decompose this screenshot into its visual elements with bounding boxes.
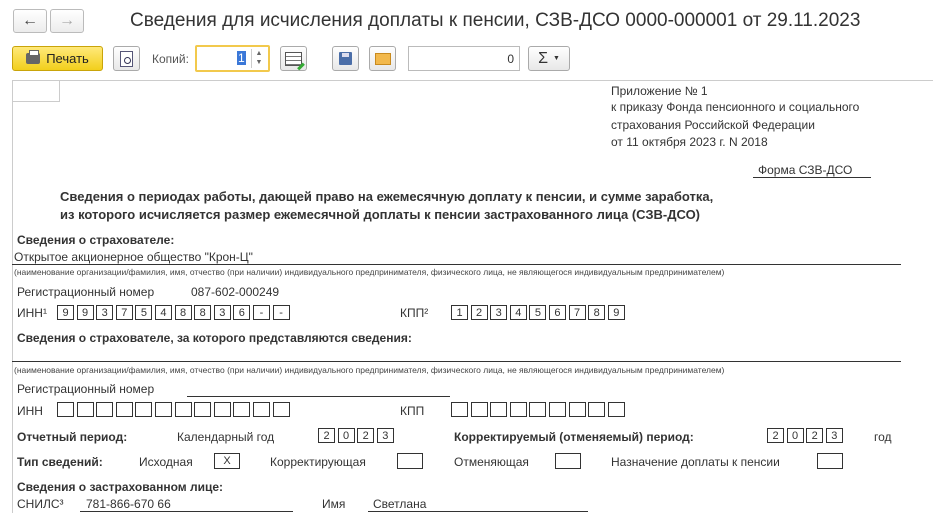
appendix-line-4: от 11 октября 2023 г. N 2018: [611, 135, 768, 149]
inn-cell: 8: [175, 305, 192, 320]
name-hint: (наименование организации/фамилия, имя, отчество (при наличии) индивидуального предпринимателя, физического лица, не являющегося индивидуальным предпринимателем): [14, 267, 725, 277]
email-button[interactable]: [369, 46, 396, 71]
inn-cell: -: [273, 305, 290, 320]
type-initial-label: Исходная: [139, 455, 193, 469]
inn2-label: ИНН: [17, 404, 43, 418]
inn-label: ИНН¹: [17, 306, 47, 320]
corr-year-cell: 2: [767, 428, 784, 443]
type-label: Тип сведений:: [17, 455, 103, 469]
inn-cell: 6: [233, 305, 250, 320]
kpp2-cell: [490, 402, 507, 417]
reg2-label: Регистрационный номер: [17, 382, 155, 396]
form-name: Форма СЗВ-ДСО: [758, 163, 853, 177]
doc-heading-2: из которого исчисляется размер ежемесячной доплаты к пенсии застрахованного лица (СЗВ-ДСО): [60, 207, 701, 222]
kpp2-cell: [529, 402, 546, 417]
edit-button[interactable]: [280, 46, 307, 71]
edit-table-icon: [285, 52, 302, 66]
inn2-cell: [175, 402, 192, 417]
kpp2-cell: [451, 402, 468, 417]
kpp-cell: 9: [608, 305, 625, 320]
arrow-right-icon: →: [59, 12, 75, 29]
sum-dropdown-button[interactable]: [528, 46, 570, 71]
preview-button[interactable]: [113, 46, 140, 71]
year-cell: 2: [357, 428, 374, 443]
insurer2-name-line: [12, 361, 901, 362]
kpp-cells: [451, 305, 627, 320]
calendar-year-label: Календарный год: [177, 430, 275, 444]
sigma-icon: Σ: [538, 49, 548, 67]
appendix-line-1: Приложение № 1: [611, 84, 708, 98]
inn-cell: 9: [57, 305, 74, 320]
inn-cell: 7: [116, 305, 133, 320]
appendix-line-2: к приказу Фонда пенсионного и социального: [611, 100, 860, 114]
corr-year-cell: 3: [826, 428, 843, 443]
year-cells: [318, 428, 396, 443]
inn2-cell: [214, 402, 231, 417]
inn2-cell: [155, 402, 172, 417]
window-title: Сведения для исчисления доплаты к пенсии, СЗВ-ДСО 0000-000001 от 29.11.2023: [130, 10, 861, 31]
insurer-header: Сведения о страхователе:: [17, 233, 175, 247]
inn2-cell: [135, 402, 152, 417]
reg-label: Регистрационный номер: [17, 285, 155, 299]
kpp2-cell: [510, 402, 527, 417]
inn-cell: 4: [155, 305, 172, 320]
appendix-line-3: страхования Российской Федерации: [611, 118, 815, 132]
insurer2-header: Сведения о страхователе, за которого представляются сведения:: [17, 331, 412, 345]
inn-cell: 3: [96, 305, 113, 320]
type-assign-box: [817, 453, 843, 469]
doc-heading-1: Сведения о периодах работы, дающей право на ежемесячную доплату к пенсии, и сумме заработка,: [60, 189, 714, 204]
name-value: Светлана: [373, 497, 427, 511]
type-cancel-label: Отменяющая: [454, 455, 529, 469]
preview-icon: [120, 51, 133, 67]
name-label: Имя: [322, 497, 346, 511]
forward-button[interactable]: [50, 9, 84, 33]
kpp2-label: КПП: [400, 404, 425, 418]
inn-cell: -: [253, 305, 270, 320]
inn-cell: 8: [194, 305, 211, 320]
period-label: Отчетный период:: [17, 430, 128, 444]
inn2-cell: [233, 402, 250, 417]
corr-period-label: Корректируемый (отменяемый) период:: [454, 430, 694, 444]
printer-icon: [26, 53, 40, 64]
year-cell: 2: [318, 428, 335, 443]
type-corrective-label: Корректирующая: [270, 455, 366, 469]
kpp2-cell: [588, 402, 605, 417]
kpp-label: КПП²: [400, 306, 429, 320]
sum-field[interactable]: [408, 46, 520, 71]
kpp2-cells: [451, 402, 627, 417]
insurer-name-line: [12, 264, 901, 265]
inn-cells: [57, 305, 292, 320]
kpp2-cell: [569, 402, 586, 417]
inn2-cell: [253, 402, 270, 417]
print-button[interactable]: [12, 46, 103, 71]
kpp-cell: 6: [549, 305, 566, 320]
kpp-cell: 2: [471, 305, 488, 320]
inn2-cell: [57, 402, 74, 417]
inn2-cell: [194, 402, 211, 417]
back-button[interactable]: [13, 9, 47, 33]
type-cancel-box: [555, 453, 581, 469]
inn-cell: 5: [135, 305, 152, 320]
year-cell: 3: [377, 428, 394, 443]
kpp-cell: 4: [510, 305, 527, 320]
year-suffix: год: [874, 430, 892, 444]
save-button[interactable]: [332, 46, 359, 71]
inn2-cells: [57, 402, 292, 417]
kpp-cell: 5: [529, 305, 546, 320]
type-corrective-box: [397, 453, 423, 469]
year-cell: 0: [338, 428, 355, 443]
snils-value: 781-866-670 66: [86, 497, 171, 511]
chevron-down-icon: ▼: [552, 55, 560, 62]
inn2-cell: [77, 402, 94, 417]
reg-value: 087-602-000249: [191, 285, 280, 299]
arrow-left-icon: ←: [22, 12, 38, 29]
copies-label: Копий:: [152, 52, 189, 66]
kpp-cell: 8: [588, 305, 605, 320]
copies-spinner[interactable]: ▲ ▼: [251, 49, 266, 68]
floppy-icon: [339, 52, 352, 65]
corner-cell: [12, 80, 60, 102]
print-label: Печать: [46, 51, 89, 66]
corr-year-cell: 0: [787, 428, 804, 443]
snils-label: СНИЛС³: [17, 497, 64, 511]
corr-year-cell: 2: [806, 428, 823, 443]
name-hint-2: (наименование организации/фамилия, имя, отчество (при наличии) индивидуального предпринимателя, физического лица, не являющегося индивидуальным предпринимателем): [14, 365, 725, 375]
reg2-value-line: [187, 396, 450, 397]
kpp2-cell: [549, 402, 566, 417]
insurer-name: Открытое акционерное общество "Крон-Ц": [14, 250, 253, 264]
inn-cell: 3: [214, 305, 231, 320]
kpp-cell: 7: [569, 305, 586, 320]
kpp2-cell: [471, 402, 488, 417]
kpp2-cell: [608, 402, 625, 417]
envelope-icon: [375, 53, 391, 65]
copies-input[interactable]: [195, 45, 270, 72]
kpp-cell: 3: [490, 305, 507, 320]
corr-year-cells: [767, 428, 845, 443]
insured-header: Сведения о застрахованном лице:: [17, 480, 224, 494]
type-initial-box: X: [214, 453, 240, 469]
inn2-cell: [273, 402, 290, 417]
inn2-cell: [116, 402, 133, 417]
type-assign-label: Назначение доплаты к пенсии: [611, 455, 780, 469]
sum-value: 0: [507, 52, 514, 66]
inn2-cell: [96, 402, 113, 417]
copies-value: 1: [238, 51, 245, 65]
form-name-underline: [753, 177, 871, 178]
kpp-cell: 1: [451, 305, 468, 320]
inn-cell: 9: [77, 305, 94, 320]
